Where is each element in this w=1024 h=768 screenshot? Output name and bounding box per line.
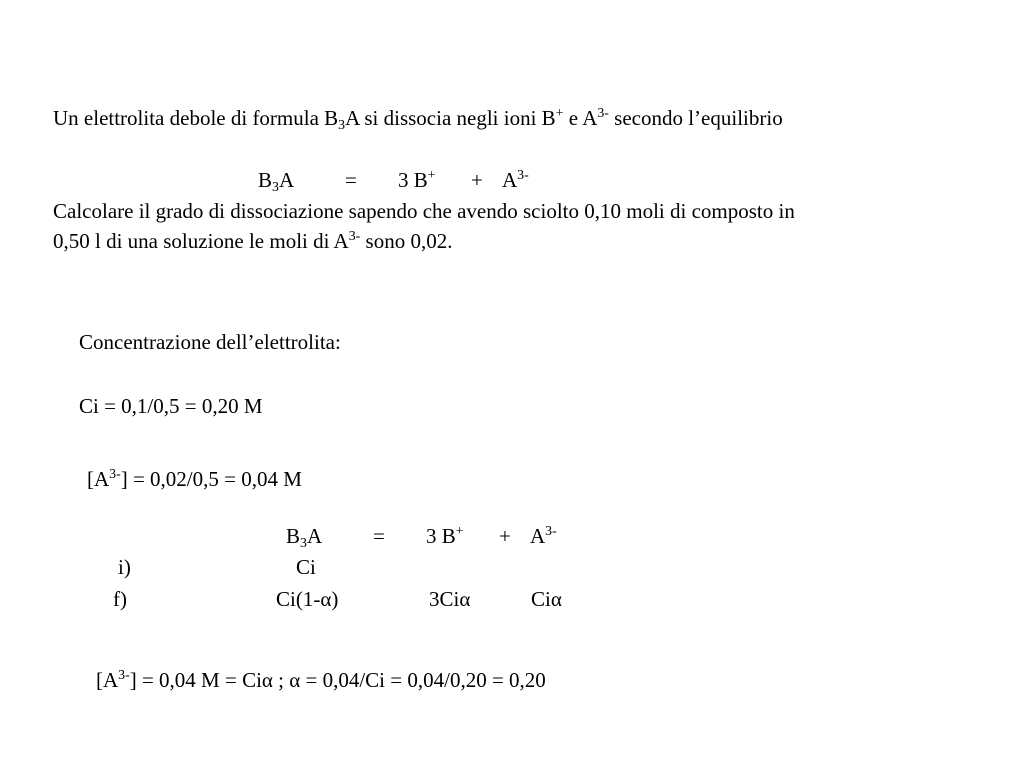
- problem-line-4: 0,50 l di una soluzione le moli di $A^{3-}$ sono 0,02.: [53, 228, 453, 253]
- table-header-product-1: 3 B+: [426, 523, 464, 548]
- equation-reactant: $B_3A$: [258, 168, 295, 195]
- table-row-final-label: f): [113, 587, 127, 611]
- concentration-label: Concentrazione dell’elettrolita:: [79, 330, 341, 354]
- equation-plus: +: [471, 168, 483, 192]
- table-header-equals: =: [373, 524, 385, 548]
- equation-product-1: 3 B+: [398, 167, 436, 192]
- table-row-final-product-1: 3Ciα: [429, 587, 471, 611]
- table-header-reactant: $B_3A$: [286, 524, 323, 551]
- table-row-final-product-2: Ciα: [531, 587, 562, 611]
- equation-equals: =: [345, 168, 357, 192]
- anion-concentration: $[A^{3-}] = 0,02/0,5 = 0,04$ M: [87, 466, 302, 491]
- table-row-final-reactant: Ci(1-α): [276, 587, 339, 611]
- ci-calculation: Ci = 0,1/0,5 = 0,20 M: [79, 394, 263, 418]
- problem-line-1: Un elettrolita debole di formula $B_3A$ si dissocia negli ioni B+ e $A^{3-}$ secondo l’equilibrio: [53, 105, 783, 133]
- equation-product-2: $A^{3-}$: [502, 167, 529, 192]
- final-result: $[A^{3-}] = 0,04$ M = Ciα ; α = 0,04/Ci = 0,04/0,20 = 0,20: [96, 667, 546, 692]
- table-row-initial-reactant: Ci: [296, 555, 316, 579]
- table-header-plus: +: [499, 524, 511, 548]
- table-row-initial-label: i): [118, 555, 131, 579]
- problem-line-3: Calcolare il grado di dissociazione sapendo che avendo sciolto 0,10 moli di composto in: [53, 199, 795, 223]
- table-header-product-2: $A^{3-}$: [530, 523, 557, 548]
